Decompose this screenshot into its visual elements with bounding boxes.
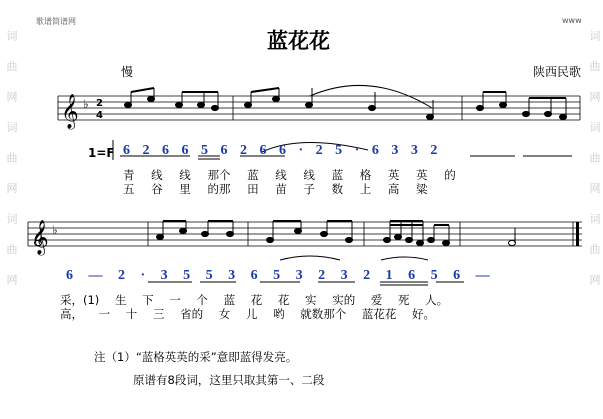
lyrics-line2-verse2: 高， 一 十 三 省的 女 儿 哟 就数那个 蓝花花 好。 [60, 307, 436, 321]
svg-text:♭: ♭ [83, 97, 89, 111]
key-signature: 1=F [88, 146, 115, 160]
song-origin: 陕西民歌 [533, 65, 582, 79]
lyrics-line2-verse1: 采，(1) 生 下 一 个 蓝 花 花 实 实的 爱 死 人。 [60, 293, 449, 307]
lyrics-line1-verse1: 青 线 线 那个 蓝 线 线 蓝 格 英 英 的 [123, 168, 456, 182]
song-title: 蓝花花 [267, 29, 330, 53]
svg-text:𝄞: 𝄞 [61, 94, 79, 129]
lyrics-line1-verse2: 五 谷 里 的那 田 苗 子 数 上 高 粱 [123, 182, 428, 196]
svg-text:♭: ♭ [52, 223, 58, 237]
side-watermark-left: 词 曲 网 词 曲 网 词 曲 网 [5, 30, 18, 293]
svg-text:4: 4 [96, 110, 103, 121]
tempo-marking: 慢 [121, 65, 134, 79]
svg-text:2: 2 [96, 98, 103, 109]
remark: 原谱有8段词，这里只取其第一、二段 [133, 373, 325, 387]
svg-text:𝄞: 𝄞 [31, 220, 49, 255]
header-watermark: 歌谱简谱网 [36, 17, 76, 26]
jianpu-line-1: 6 2 6 6 5 6 2 6 6 · 2 5 · 6 3 3 2 [123, 143, 438, 158]
footnote: 注（1）“蓝格英英的采”意即蓝得发亮。 [94, 350, 298, 364]
side-watermark-right: 词 曲 网 词 曲 网 词 曲 网 [588, 30, 601, 293]
jianpu-line-2: 6 — 2 · 3 5 5 3 6 5 3 2 3 2 1 6 5 6 — [66, 268, 490, 283]
site-label: www [562, 16, 582, 25]
